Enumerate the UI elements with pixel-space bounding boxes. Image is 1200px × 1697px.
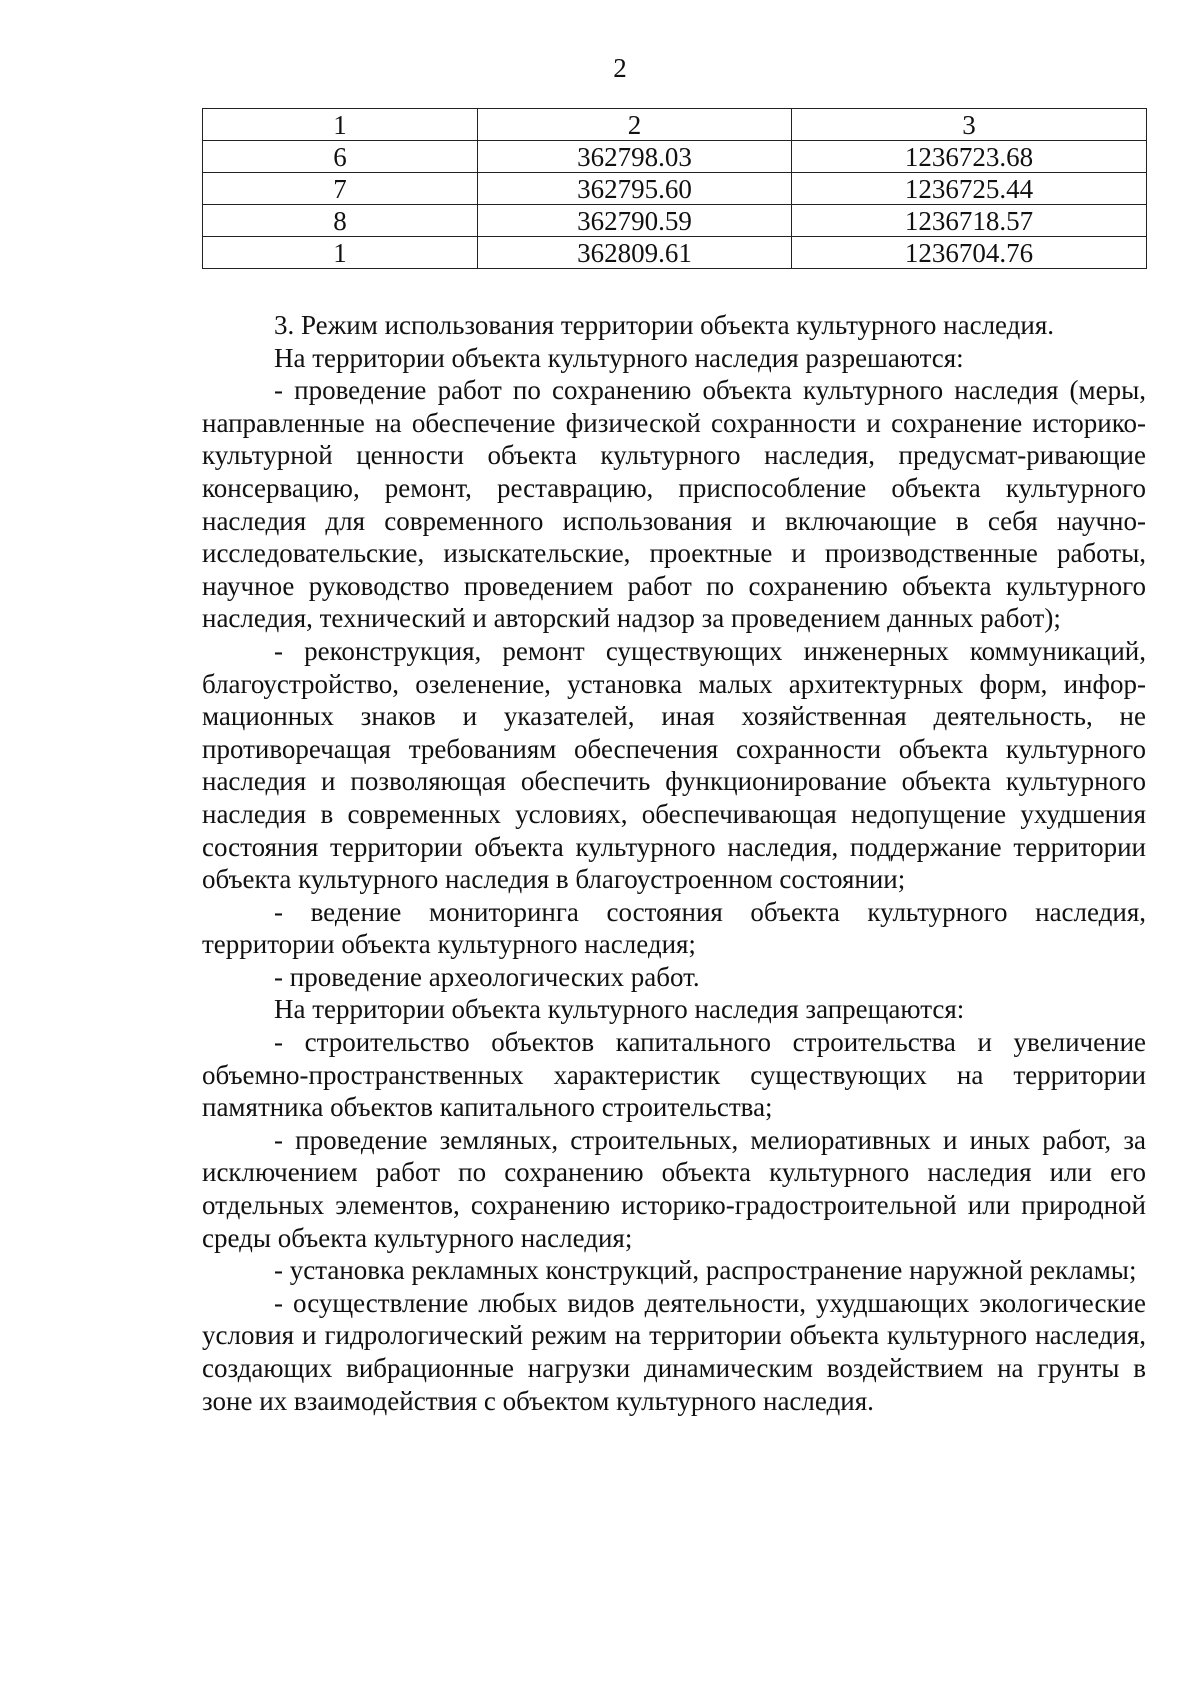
table-header-cell: 2 <box>478 109 792 141</box>
table-row <box>203 141 1147 173</box>
point-number-cell: 6 <box>203 141 478 173</box>
table-row <box>203 173 1147 205</box>
x-coordinate-cell: 362809.61 <box>478 237 792 269</box>
permitted-item: - проведение работ по сохранению объекта культурного наследия (меры, направленные на обеспечение физической сохранности и сохранение историко-культурной ценности объекта культурного наследия, предусмат-ривающие консервацию, ремонт, реставрацию, приспособление объекта культурного наследия для современного использования и включающие в себя научно-исследовательские, изыскательские, проектные и производственные работы, научное руководство проведением работ по сохранению объекта культурного наследия, технический и авторский надзор за проведением данных работ); <box>202 375 1146 634</box>
permitted-item: - проведение археологических работ. <box>274 961 700 992</box>
permitted-item: - ведение мониторинга состояния объекта культурного наследия, территории объекта культурного наследия; <box>202 896 1146 960</box>
y-coordinate-cell: 1236725.44 <box>792 173 1147 205</box>
point-number-cell: 7 <box>203 173 478 205</box>
x-coordinate-cell: 362798.03 <box>478 141 792 173</box>
y-coordinate-cell: 1236718.57 <box>792 205 1147 237</box>
prohibited-item: - установка рекламных конструкций, распространение наружной рекламы; <box>274 1255 1137 1286</box>
prohibited-item: - проведение земляных, строительных, мелиоративных и иных работ, за исключением работ по сохранению объекта культурного наследия или его отдельных элементов, сохранению историко-градостроительной или природной среды объекта культурного наследия; <box>202 1124 1146 1253</box>
page-number: 2 <box>613 53 627 83</box>
x-coordinate-cell: 362790.59 <box>478 205 792 237</box>
point-number-cell: 1 <box>203 237 478 269</box>
table-row <box>203 205 1147 237</box>
point-number-cell: 8 <box>203 205 478 237</box>
permitted-intro: На территории объекта культурного наследия разрешаются: <box>274 342 964 373</box>
table-header-row <box>203 109 1147 141</box>
prohibited-intro: На территории объекта культурного наследия запрещаются: <box>274 994 965 1025</box>
coordinates-table <box>202 108 1147 269</box>
y-coordinate-cell: 1236704.76 <box>792 237 1147 269</box>
prohibited-item: - осуществление любых видов деятельности, ухудшающих экологические условия и гидрологический режим на территории объекта культурного наследия, создающих вибрационные нагрузки динамическим воздействием на грунты в зоне их взаимодействия с объектом культурного наследия. <box>202 1287 1146 1416</box>
table-header-cell: 3 <box>792 109 1147 141</box>
prohibited-item: - строительство объектов капитального строительства и увеличение объемно-пространственных характеристик существующих на территории памятника объектов капитального строительства; <box>202 1027 1146 1123</box>
permitted-item: - реконструкция, ремонт существующих инженерных коммуникаций, благоустройство, озеленение, установка малых архитектурных форм, инфор-мационных знаков и указателей, иная хозяйственная деятельность, не противоречащая требованиям обеспечения сохранности объекта культурного наследия и позволяющая обеспечить функционирование объекта культурного наследия в современных условиях, обеспечивающая недопущение ухудшения состояния территории объекта культурного наследия, поддержание территории объекта культурного наследия в благоустроенном состоянии; <box>202 635 1146 895</box>
section-heading: 3. Режим использования территории объекта культурного наследия. <box>274 310 1055 340</box>
document-body <box>202 309 1146 1417</box>
y-coordinate-cell: 1236723.68 <box>792 141 1147 173</box>
x-coordinate-cell: 362795.60 <box>478 173 792 205</box>
table-row <box>203 237 1147 269</box>
table-header-cell: 1 <box>203 109 478 141</box>
